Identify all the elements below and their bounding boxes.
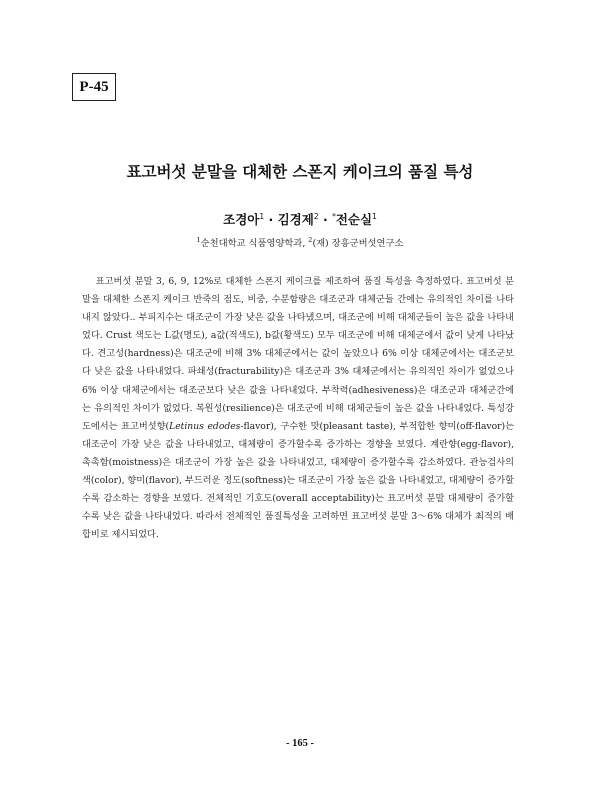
author-separator: · [318,212,333,227]
affiliation-line [0,235,600,249]
author-3-name: 전순실 [335,212,373,227]
author-1-affil-mark: 1 [259,211,265,221]
author-2-affil-mark: 2 [313,211,319,221]
affil-1-org: 순천대학교 식품영양학과, [200,238,309,249]
author-separator: · [264,212,278,227]
affil-1-mark: 1 [196,235,201,244]
affil-2-org: (재) 장흥군버섯연구소 [312,238,404,249]
corresponding-author-mark: * [332,211,336,221]
page-number: - 165 - [286,738,314,749]
abstract-body [82,273,514,544]
author-1-name: 조경아 [223,212,260,227]
author-3-affil-mark: 1 [372,211,377,221]
species-name: Letinus edodes [169,420,241,432]
poster-number-badge: P-45 [72,73,116,101]
paper-title: 표고버섯 분말을 대체한 스폰지 케이크의 품질 특성 [126,163,474,181]
abstract-text-part-2: -flavor), 구수한 맛(pleasant taste), 부적합한 향미(off-flavor)는 대조군이 가장 낮은 값을 나타내었고, 대체량이 증가할수록 증가하는 경향을 보였다. 계란향(egg-flavor), 촉촉함(moistness)은 대조군이 가장 높은 값을 나타내었고, 대체량이 증가할수록 감소하였다. 관능검사의 색(color), 향미(flavor), 부드러운 정도(softness)는 대조군이 가장 높은 값을 나타내었고, 대체량이 증가할수록 감소하는 경향을 보였다. 전체적인 기호도(overall acceptability)는 표고버섯 분말 대체량이 증가할수록 낮은 값을 나타내었다. 따라서 전체적인 품질특성을 고려하면 표고버섯 분말 3～6% 대체가 최적의 배합비로 제시되었다. [82,420,514,541]
abstract-text-part-1: 표고버섯 분말 3, 6, 9, 12%로 대체한 스폰지 케이크를 제조하여 품질 특성을 측정하였다. 표고버섯 분말을 대체한 스폰지 케이크 반죽의 점도, 비중, 수분함량은 대조군과 대체군들 간에는 유의적인 차이를 나타내지 않았다.. 부피지수는 대조군이 가장 낮은 값을 나타냈으며, 대조군에 비해 대체군들이 높은 값을 나타내었다. Crust 색도는 L값(명도), a값(적색도), b값(황색도) 모두 대조군에 비해 대체군에서 값이 낮게 나타났다. 견고성(hardness)은 대조군에 비해 3% 대체군에서는 값이 높았으나 6% 이상 대체군에서는 대조군보다 낮은 값을 나타내었다. 파쇄성(fracturability)은 대조군과 3% 대체군에서는 유의적인 차이가 없었으나 6% 이상 대체군에서는 대조군보다 낮은 값을 나타내었다. 부착력(adhesiveness)은 대조군과 대체군간에는 유의적인 차이가 없었다. 복원성(resilience)은 대조군에 비해 대체군들이 높은 값을 나타내었다. 특성강도에서는 표고버섯향( [82,276,514,432]
author-2-name: 김경제 [277,212,314,227]
author-line [0,210,600,228]
affil-2-mark: 2 [308,235,313,244]
